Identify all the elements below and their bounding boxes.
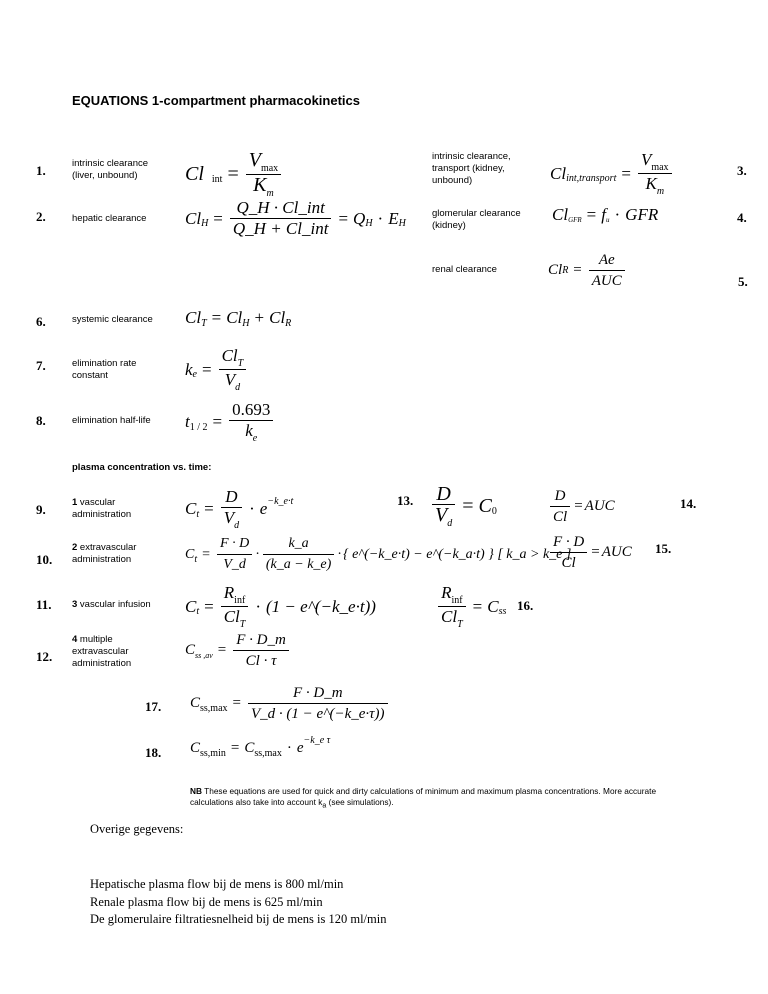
eq-sub: 1 / 2 xyxy=(189,421,208,433)
eq-sup: −k_e τ xyxy=(303,735,331,746)
fraction xyxy=(229,400,273,444)
eq-term: t xyxy=(185,412,190,431)
eq-term: V xyxy=(248,149,261,171)
eq-sub: t xyxy=(196,508,200,520)
eq-sub: inf xyxy=(451,595,463,606)
eq-term: E xyxy=(388,208,399,228)
fraction xyxy=(248,683,388,724)
fraction xyxy=(589,250,625,291)
equation-label: systemic clearance xyxy=(72,314,153,325)
fraction xyxy=(221,487,242,531)
eq-sub: inf xyxy=(234,595,246,606)
eq-sub: GFR xyxy=(568,216,582,224)
numerator: Ae xyxy=(589,250,625,271)
equation-elimination-rate: k e = $\frac{Cl_T}{V_d}$ xyxy=(185,346,248,393)
equation-number: 8. xyxy=(36,413,46,428)
equation-label: elimination rate constant xyxy=(72,358,137,381)
eq-term: Cl xyxy=(226,308,243,327)
nb-tail: (see simulations). xyxy=(326,797,394,807)
equation-systemic-clearance: Cl T = Cl H + Cl R xyxy=(185,308,292,329)
equation-extravascular: C t = $\frac{F \cdot D}{V\_d}$ · $\frac{k\_a}{(k\_a - k\_e)}$ · { e^(−k_e·t) − e^(−k_a·t) } [ k_a > k_e ] xyxy=(185,534,571,575)
numerator: 0.693 xyxy=(229,400,273,421)
eq-sub: d xyxy=(447,518,453,529)
fraction xyxy=(550,532,587,573)
label-number: 4 xyxy=(72,634,78,645)
eq-term: V xyxy=(435,504,448,526)
eq-sub: T xyxy=(237,358,244,369)
equation-hepatic-clearance: Cl H = $\frac{\text{Q\_H · Cl\_int}}{\text{Q\_H + Cl\_int}}$ = Q H · E H xyxy=(185,198,406,238)
equation-number: 9. xyxy=(36,502,46,517)
eq-term: R xyxy=(441,583,452,602)
eq-sub: m xyxy=(266,188,274,199)
eq-term: e xyxy=(259,499,268,518)
denominator: (k_a − k_e) xyxy=(265,557,332,572)
denominator: Cl xyxy=(553,509,568,525)
eq-sub: 0 xyxy=(491,506,497,517)
equation-glomerular-clearance: Cl GFR = f u · GFR xyxy=(552,205,659,224)
equation-number: 7. xyxy=(36,358,46,373)
equation-label xyxy=(72,634,152,670)
eq-term: C xyxy=(487,596,499,616)
eq-sub: H xyxy=(365,218,373,229)
numerator: D xyxy=(550,486,570,507)
numerator: F · D_m xyxy=(248,683,388,704)
label-number: 3 xyxy=(72,599,78,610)
equation-auc-iv: $\frac{D}{Cl}$ = AUC xyxy=(548,486,615,527)
equation-label: elimination half-life xyxy=(72,415,151,426)
eq-term: (1 − e^(−k_e·t)) xyxy=(266,596,376,616)
equation-number: 10. xyxy=(36,552,53,567)
equation-infusion: C t = $\frac{R_{inf}}{Cl_T}$ · (1 − e^(−k_e·t)) xyxy=(185,583,376,630)
equation-number: 2. xyxy=(36,209,46,224)
eq-sub: ss ,av xyxy=(195,651,213,660)
eq-term: Cl xyxy=(223,607,240,626)
equation-auc-oral: $\frac{F \cdot D}{Cl}$ = AUC xyxy=(548,532,632,573)
equation-label xyxy=(72,497,162,521)
condition: [ k_a > k_e ] xyxy=(497,546,572,562)
page-title: EQUATIONS 1-compartment pharmacokinetics xyxy=(72,93,360,108)
section-heading: plasma concentration vs. time: xyxy=(72,462,212,473)
fraction xyxy=(246,150,281,199)
eq-sub: T xyxy=(457,619,463,630)
eq-sub: int,transport xyxy=(566,173,617,184)
fraction xyxy=(230,198,332,239)
eq-term: e xyxy=(296,740,304,756)
equation-number: 14. xyxy=(680,496,697,511)
equation-number: 3. xyxy=(737,163,747,178)
equation-vascular: C t = $\frac{D}{V_d}$ · e −k_e·t xyxy=(185,487,294,531)
eq-term: R xyxy=(223,583,235,602)
overige-line: Renale plasma flow bij de mens is 625 ml/min xyxy=(90,894,323,909)
eq-sub: H xyxy=(201,218,209,229)
eq-sub: max xyxy=(651,162,669,173)
overige-heading: Overige gegevens: xyxy=(90,822,184,836)
equation-number: 4. xyxy=(737,210,747,225)
equation-css-max: C ss,max = $\frac{F \cdot D\_m}{V\_d \cdot (1 - e\^{}(-k\_e\cdot\tau))}$ xyxy=(190,683,390,724)
numerator: F · D_m xyxy=(233,630,289,651)
label-text: vascular administration xyxy=(72,497,132,520)
equation-renal-clearance: Cl R = $\frac{Ae}{\text{AUC}}$ xyxy=(548,250,627,291)
numerator: Q_H · Cl_int xyxy=(230,198,332,219)
eq-term: Cl xyxy=(552,205,569,224)
nb-label: NB xyxy=(190,786,202,796)
fraction xyxy=(233,630,289,671)
eq-term: k xyxy=(245,421,253,440)
equation-label: intrinsic clearance, transport (kidney, unbound) xyxy=(432,151,511,186)
eq-sub: e xyxy=(192,369,197,380)
denominator: Q_H + Cl_int xyxy=(232,219,329,238)
eq-term: C xyxy=(244,740,255,756)
equation-number: 17. xyxy=(145,699,162,714)
eq-term: C xyxy=(478,495,492,517)
numerator: F · D xyxy=(217,534,252,555)
eq-term: C xyxy=(190,695,201,711)
eq-term: K xyxy=(645,174,657,193)
eq-sup: −k_e·t xyxy=(267,495,294,507)
eq-sub: u xyxy=(606,216,610,224)
denominator: V_d · (1 − e^(−k_e·τ)) xyxy=(250,706,385,722)
eq-sub: d xyxy=(235,382,241,393)
equation-number: 6. xyxy=(36,314,46,329)
overige-list xyxy=(90,876,386,929)
numerator: F · D xyxy=(550,532,587,553)
equation-transport-clearance: Cl int,transport = $\frac{V_{max}}{K_m}$ xyxy=(550,150,674,197)
eq-term: Cl xyxy=(185,208,202,228)
equation-number: 11. xyxy=(36,597,52,612)
label-text: multiple extravascular administration xyxy=(72,634,132,669)
equation-number: 18. xyxy=(145,745,162,760)
equation-label: glomerular clearance (kidney) xyxy=(432,208,521,231)
eq-sub: ss,max xyxy=(254,748,282,759)
equation-number: 1. xyxy=(36,163,46,178)
fraction xyxy=(438,583,466,630)
fraction xyxy=(550,486,570,527)
equation-number: 15. xyxy=(655,541,672,556)
label-number: 1 xyxy=(72,497,78,508)
equation-label xyxy=(72,542,162,566)
eq-sub: d xyxy=(234,520,240,531)
equation-css: $\frac{R_{inf}}{Cl_T}$ = C ss xyxy=(436,583,506,630)
equation-css-min: C ss,min = C ss,max · e −k_e τ xyxy=(190,735,331,759)
fraction xyxy=(638,150,672,197)
eq-term: k xyxy=(185,359,193,379)
eq-term: C xyxy=(185,499,197,518)
equation-label: intrinsic clearance (liver, unbound) xyxy=(72,158,149,181)
fraction xyxy=(263,534,334,575)
overige-line: De glomerulaire filtratiesnelheid bij de mens is 120 ml/min xyxy=(90,912,387,926)
eq-term: C xyxy=(185,596,197,616)
fraction xyxy=(217,534,252,575)
eq-term: AUC xyxy=(584,498,615,514)
denominator: V_d xyxy=(223,557,246,572)
numerator: D xyxy=(432,484,455,505)
eq-term: V xyxy=(223,508,235,527)
nb-text: These equations are used for quick and dirty calculations of minimum and maximum plasma concentrations. More accurate calculations also take into account k xyxy=(190,786,657,807)
equation-label xyxy=(72,599,151,611)
equation-label: hepatic clearance xyxy=(72,213,147,224)
eq-sub: ss,min xyxy=(200,748,226,759)
nb-sub: a xyxy=(322,802,327,810)
label-number: 2 xyxy=(72,542,78,553)
equation-label: renal clearance xyxy=(432,264,497,275)
eq-term: V xyxy=(224,370,236,389)
overige-line: Hepatische plasma flow bij de mens is 800 ml/min xyxy=(90,877,344,891)
equation-number: 5. xyxy=(738,274,748,289)
nb-note xyxy=(190,786,660,812)
eq-sub: m xyxy=(656,186,665,197)
label-text: extravascular administration xyxy=(72,542,137,565)
eq-term: Cl xyxy=(548,262,563,278)
eq-term: C xyxy=(185,642,196,658)
eq-sub: e xyxy=(252,433,258,444)
eq-term: GFR xyxy=(625,205,659,224)
eq-term: V xyxy=(640,150,652,169)
eq-term: Cl xyxy=(185,308,202,327)
eq-sub: H xyxy=(398,218,406,229)
eq-sub: t xyxy=(196,606,200,617)
exponential-difference: { e^(−k_e·t) − e^(−k_a·t) } xyxy=(342,546,494,562)
denominator: Cl · τ xyxy=(245,653,277,669)
numerator: k_a xyxy=(263,534,334,555)
eq-sub: int xyxy=(211,174,223,185)
fraction xyxy=(221,583,249,630)
eq-term: Cl xyxy=(221,346,238,365)
eq-term: C xyxy=(190,740,201,756)
equation-number: 16. xyxy=(517,598,534,613)
fraction xyxy=(432,484,455,529)
equation-intrinsic-clearance: Cl int = $\frac{V_{max}}{K_m}$ xyxy=(185,150,283,199)
eq-sub: ss xyxy=(498,606,507,617)
eq-term: C xyxy=(185,546,195,562)
eq-sub: R xyxy=(562,265,569,276)
eq-term: Cl xyxy=(185,163,204,185)
equation-css-average: C ss ,av = $\frac{F \cdot D\_m}{Cl \cdot \tau}$ xyxy=(185,630,291,671)
eq-sub: t xyxy=(194,554,198,565)
label-text: vascular infusion xyxy=(77,599,151,610)
fraction xyxy=(219,346,247,393)
equation-half-life: t 1 / 2 = $\frac{0.693}{k_e}$ xyxy=(185,400,275,444)
equation-c0: $\frac{D}{V_d}$ = C 0 xyxy=(430,484,497,529)
eq-term: Cl xyxy=(441,607,458,626)
eq-term: Cl xyxy=(269,308,286,327)
denominator: Cl xyxy=(561,555,576,571)
eq-term: K xyxy=(253,174,267,196)
eq-sub: ss,max xyxy=(200,703,228,714)
eq-term: f xyxy=(601,205,606,224)
eq-sub: T xyxy=(239,619,246,630)
eq-term: AUC xyxy=(601,544,632,560)
denominator: AUC xyxy=(591,273,622,289)
eq-term: Q xyxy=(353,208,366,228)
eq-sub: R xyxy=(285,317,292,329)
eq-sub: T xyxy=(201,317,207,329)
equation-number: 12. xyxy=(36,649,53,664)
numerator: D xyxy=(221,487,242,508)
eq-sub: H xyxy=(242,317,250,329)
eq-sub: max xyxy=(260,163,279,174)
eq-term: Cl xyxy=(550,163,567,183)
equation-number: 13. xyxy=(397,493,414,508)
